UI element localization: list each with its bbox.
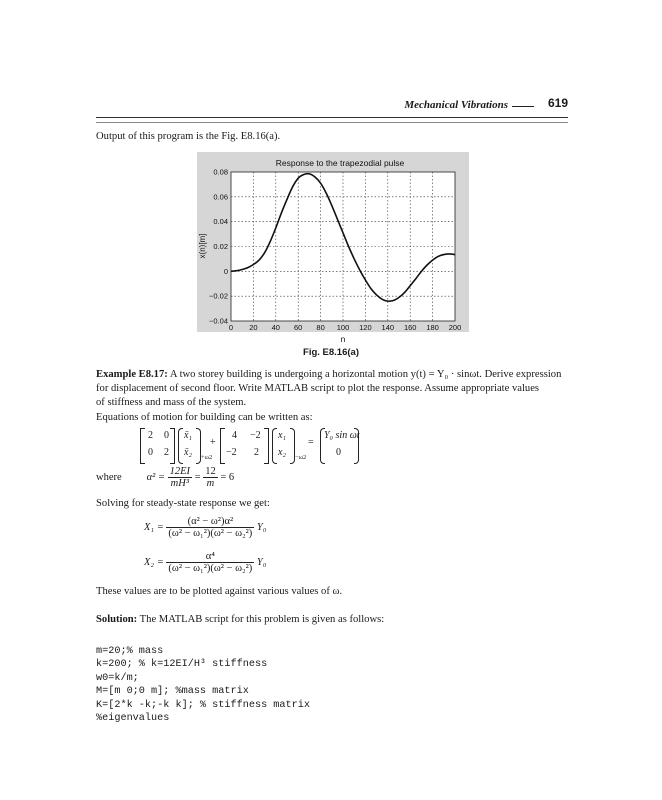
x2-numerator: α⁴: [166, 551, 254, 563]
x1-rhs: Y₀: [256, 522, 267, 533]
acc2: ẍ₂: [184, 447, 192, 458]
y-axis-label: x(n)[m]: [198, 233, 207, 259]
x-tick-label: 100: [336, 323, 350, 332]
x1: x₁: [278, 430, 286, 441]
x-tick-label: 80: [316, 323, 325, 332]
x-tick-label: 40: [271, 323, 280, 332]
alpha-lhs: α² =: [146, 472, 165, 483]
x-tick-label: 140: [381, 323, 395, 332]
y-tick-label: 0.06: [213, 192, 228, 202]
solution-line: [96, 613, 384, 627]
m12: 0: [164, 430, 169, 441]
x-tick-label: 0: [228, 323, 234, 332]
x1-numerator: (α² − ω²)α²: [166, 516, 254, 528]
example-line3: of stiffness and mass of the system.: [96, 397, 247, 409]
x1-lhs: X₁ =: [144, 522, 164, 533]
k22: 2: [254, 447, 259, 458]
x2-denominator: (ω² − ω₁²)(ω² − ω₂²): [168, 563, 253, 574]
acc1: ẍ₁: [184, 430, 192, 441]
solution-text: The MATLAB script for this problem is given as follows:: [137, 614, 385, 625]
plus-sign: +: [210, 437, 216, 448]
example-line2: for displacement of second floor. Write MATLAB script to plot the response. Assume appropriate values: [96, 383, 540, 395]
y-tick-label: 0.08: [213, 167, 228, 177]
m21: 0: [148, 447, 153, 458]
header-dash: [512, 106, 534, 107]
code-line: k=200; % k=12EI/H³ stiffness: [96, 659, 268, 671]
x2-rhs: Y₀: [256, 557, 267, 568]
y-tick-label: 0.02: [213, 242, 228, 251]
equations-intro: Equations of motion for building can be written as:: [96, 412, 313, 423]
force1: Y₀ sin ωt: [324, 430, 360, 441]
response-chart: [197, 152, 469, 344]
code-line: M=[m 0;0 m]; %mass matrix: [96, 686, 249, 698]
example-label: Example E8.17:: [96, 369, 168, 380]
y-tick-label: 0.04: [213, 217, 228, 227]
alpha-equation: [96, 466, 234, 489]
running-title: Mechanical Vibrations: [404, 99, 508, 111]
example-paragraph: [96, 368, 566, 411]
k11: 4: [232, 430, 237, 441]
y-tick-label: −0.02: [209, 291, 228, 301]
solving-text: Solving for steady-state response we get:: [96, 498, 270, 509]
x-tick-label: 20: [249, 323, 258, 332]
code-line: m=20;% mass: [96, 646, 164, 657]
x-subscript: −ω2: [295, 454, 307, 461]
x-axis-label: n: [340, 334, 346, 344]
alpha-den1: mH³: [170, 478, 189, 489]
m22: 2: [164, 447, 169, 458]
figure-caption: Fig. E8.16(a): [303, 347, 359, 358]
k21: −2: [226, 447, 237, 458]
x-tick-label: 160: [403, 323, 417, 332]
alpha-rhs: = 6: [220, 472, 235, 483]
y-tick-label: −0.04: [209, 316, 228, 326]
code-line: %eigenvalues: [96, 713, 170, 725]
x2: x₂: [278, 447, 286, 458]
x2-equation: [144, 551, 266, 574]
header-rule: [96, 117, 568, 123]
matrix-equation: 2 0 0 2 ẍ₁ ẍ₂ +ω2 4 −2 −2 2 x₁ x₂ −ω2 = Y₀ sin ωt 0: [140, 428, 360, 464]
x2-lhs: X₂ =: [144, 557, 164, 568]
code-block: [96, 645, 310, 725]
y-tick-label: 0: [223, 266, 228, 276]
k12: −2: [250, 430, 261, 441]
running-header: [96, 96, 568, 116]
intro-text: Output of this program is the Fig. E8.16(a).: [96, 131, 281, 142]
x1-denominator: (ω² − ω₁²)(ω² − ω₂²): [168, 528, 253, 539]
alpha-num2: 12: [205, 466, 216, 477]
code-line: w0=k/m;: [96, 672, 139, 684]
alpha-eq: =: [194, 472, 201, 483]
solution-label: Solution:: [96, 614, 138, 625]
x-tick-label: 60: [294, 323, 303, 332]
alpha-num1: 12EI: [169, 466, 191, 477]
x-tick-label: 180: [426, 323, 439, 332]
force2: 0: [336, 447, 341, 458]
chart-title: Response to the trapezodial pulse: [275, 158, 405, 168]
code-line: K=[2*k -k;-k k]; % stiffness matrix: [96, 699, 310, 711]
x-tick-label: 120: [359, 323, 372, 332]
example-line1: A two storey building is undergoing a horizontal motion y(t) = Y₀ · sinωt. Derive expression: [167, 369, 562, 380]
page-number: 619: [547, 96, 568, 110]
alpha-den2: m: [206, 478, 215, 489]
acc-subscript: +ω2: [201, 454, 213, 461]
m11: 2: [148, 430, 153, 441]
plot-text: These values are to be plotted against various values of ω.: [96, 586, 343, 597]
x1-equation: [144, 516, 266, 539]
where-word: where: [96, 472, 122, 483]
x-tick-label: 200: [448, 323, 462, 332]
